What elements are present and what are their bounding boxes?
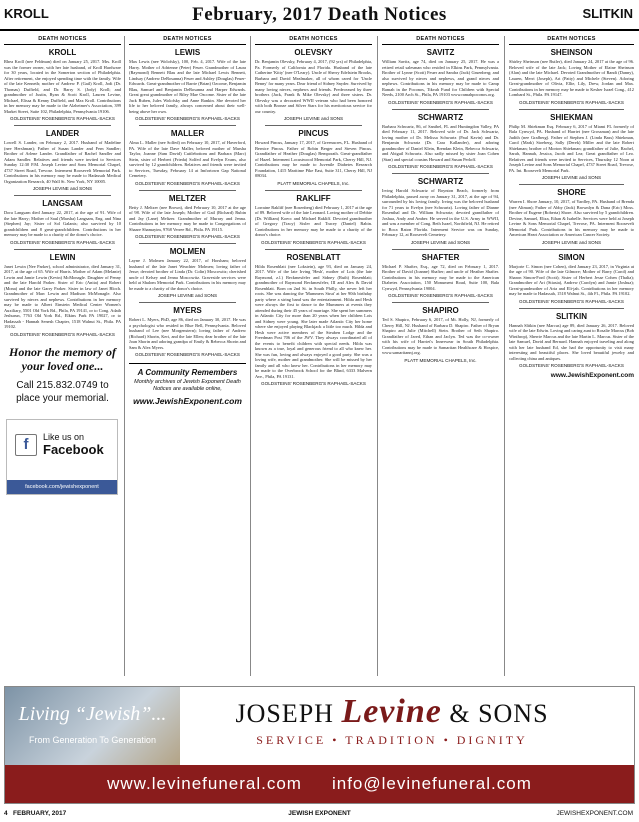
divider (392, 302, 489, 303)
column-rule (504, 36, 505, 676)
column-5 (509, 36, 634, 379)
notice-name: LEWIS (174, 48, 201, 57)
community-title: A Community Remembers (137, 368, 238, 377)
column-header: DEATH NOTICES (509, 36, 634, 45)
notice-text: Betty J. Meltzer (nee Brown), died February 10, 2017 at the age of 98. Wife of the late Joseph; Mother of Gail (Richard) Rubin and Jay (Lane) Meltzer. Grandmother of Murray and Jenna. Contributions in her memory may be made to Congregations of Shaare Shamayim, 9768 Verree Rd., Phila. PA 19115. (129, 204, 246, 232)
divider (14, 249, 111, 250)
notice-name: KROLL (48, 48, 77, 57)
notice-signature: GOLDSTEINS' ROSENBERG'S RAPHAEL-SACKS (388, 293, 493, 298)
notice-name: SAVITZ (426, 48, 455, 57)
header-left-name: KROLL (4, 6, 49, 21)
notice-signature: GOLDSTEINS' ROSENBERG'S RAPHAEL-SACKS (519, 298, 624, 304)
notice-name: SHAFTER (421, 252, 460, 262)
notice-signature: GOLDSTEINS' ROSENBERG'S RAPHAEL-SACKS (261, 239, 366, 245)
notice-text: Rhea Kroll (nee Feldman) died on January 25, 2017. Mrs. Kroll was the former owner, with her late husband, of Kroll Hardware for 30 years, located in the Somerton section of Philadelphia. After retirement, she enjoyed spending time with the family. Wife of the late Kenneth; mother of Andrew P. (Gail) Kroll, Jodi (Dr. Thomas) Duffield, and Dr. Barry S. (Jody) Kroll; and grandmother of Justin, Ryan & Scott Kroll, Lauren Levine, Michael, Elissa & Kenny Duffield, and Max Kroll. Contributions in her memory may be made to the Alzheimer's Association, 399 Market Street, Suite 102, Philadelphia, Pennsylvania 19106. (4, 59, 121, 114)
page-header (0, 4, 639, 28)
notice-signature: GOLDSTEINS' ROSENBERG'S RAPHAEL-SACKS (10, 239, 115, 245)
notice-text: Shirley Sheinson (nee Butler), died January 24, 2017 at the age of 96. Beloved wife of the late Jack; Loving Mother of Elaine Sheinson (Alan) and the late Michael. Devoted Grandmother of Randi (Danny), Lauren, Merri (Joseph), Ari (Patty) and Michele (Steven). Adoring Great-grandmother of Olivia, Ellie, Lily, Drew, Jordan and Max. Contributions in her memory may be made to Kesher Israel Cong., 412 Lombard St., Phila. PA 19147. (509, 59, 634, 97)
notice-signature: JOSEPH LEVINE and SONS (410, 239, 471, 245)
page-footer (0, 810, 639, 822)
notice-text: Warren I. Shore January, 10, 2017, of Yardley, PA. Husband of Brenda (nee Altman); Father of Abby (Jack) Brownlyn & Dana (Eric) Moss. Brother of Eugene (Roberta) Shore. Also survived by 5 grandchildren. Devine, Samuel, Eliza, Ethan & Isabelle. Services were held at Joseph Levine & Sons Memorial Chapel, Trevose, PA. Interment Roosevelt Memorial Park. Contributions in his memory may be made to American Heart Association or American Cancer Society. (509, 199, 634, 237)
logo-levine: Levine (341, 693, 442, 730)
divider (519, 184, 624, 185)
notice-signature: GOLDSTEINS' ROSENBERG'S RAPHAEL-SACKS (135, 116, 240, 121)
notice-text: Dora Langsam died January 22, 2017, at the age of 91. Wife of the late Harry; Mother of Saul (Marsha) Langsam, Eng. and Nina (Stephen) Jay; Sister of Sol Galanis; also survived by 10 grandchildren and 8 great-grandchildren. Contributions in her memory may be made to a charity of the donor's choice. (4, 210, 121, 237)
column-rule (250, 36, 251, 676)
ad-contact-bar (5, 765, 634, 803)
notice-signature: GOLDSTEINS' ROSENBERG'S RAPHAEL-SACKS (135, 234, 240, 239)
notice-signature: PLATT MEMORIAL CHAPELS, Inc. (404, 357, 477, 363)
notice-text: Ted S. Shapiro, February 6, 2017, of Mt. Holly, NJ, formerly of Cherry Hill, NJ. Husband of Barbara D. Shapiro. Father of Bryan Shapiro and Julie (Mitchell) Stein. Brother of Seth Shapiro. Grandfather of Jared, Ethan and Jaclyn. Ted was the co-owner with his wife of Harriet's Innerwear in South Philadelphia. Contributions may be made to Samaritan Healthcare & Hospice, www.samaritannj.org. (382, 317, 499, 355)
honor-phone-text: Call 215.832.0749 to place your memorial. (16, 379, 109, 404)
notice-text: Philip M. Shiekman Esq. February 6, 2017 of Miami FL formerly of Bala Cynwyd, PA. Husband of Harriet (nee Grossman) and the late Judith (nee Grafberg). Father of Stephen J. (Linda Bass) Shiekman, Carol (Mark) Stoeberg, Sally (Derek) Miller and the late Robert Shiekman; brother of Morton Shiekman; grandfather of Julie, Rachel, Sarah, Hannah, Jessica, Jacob and Lea; Great grandfather of Leo. Relatives and friends were invited to Services, Thursday 12 Noon at Joseph Levine and Sons Memorial Chapel, 4737 Street Road, Trevose, PA. Int. Roosevelt Memorial Park. (509, 123, 634, 173)
column-3 (255, 36, 372, 389)
divider (139, 243, 236, 244)
notice-text: Marjorie C. Simon (nee Cohen), died January 23, 2017, in Virginia at the age of 90. Wife of the late Gilmore; Mother of Barry (Carol) and Sharon Simon-Ford (Scott); Sister of Herbert Jesse Cohen (Thalia); Grandmother of Ari (Stiasia), Andrew (Carolyn) and Jamie (Joshua); Great-grandmother of Aria and Eli-jah. Contributions in her memory may be made to Hadassah, 1518 Walnut St., 4th Fl., Phila. PA 19102. (509, 263, 634, 296)
divider (265, 190, 362, 191)
column-4 (382, 36, 499, 366)
notice-signature: GOLDSTEINS' ROSENBERG'S RAPHAEL-SACKS (519, 99, 624, 105)
facebook-like-text: Like us on (43, 431, 85, 442)
divider (392, 173, 489, 174)
levine-logo (197, 693, 587, 731)
notice-text: Michael P. Shafter, Esq., age 72, died on February 1, 2017. Brother of David (Joanne) Shafter; and uncle of Heather Shafter. Contributions in his memory may be made to the American Diabetes Association, 150 Monument Road, Suite 100, Bala Cynwyd, Pennsylvania 19004. (382, 263, 499, 291)
community-remembers-box (129, 363, 246, 406)
notice-name: SHORE (557, 188, 586, 197)
column-1 (4, 36, 121, 495)
divider (519, 308, 624, 309)
notice-name: LANGSAM (42, 199, 83, 208)
notice-text: Lowell S. Lander, on February 2, 2017. Husband of Madeline (nee Hershman); Father of Susan Lander and Fern Sandler; Brother of Arlene Lander. Grandfather of Rachel Sandler and Adam Sandler. Relatives and friends were invited to Services Sunday 12:30 P.M. Joseph Levine and Sons Memorial Chapel, 4737 Street Road, Trevose. Interment Roosevelt Memorial Park. Contributions in his memory may be made to Hadassah Medical Organization Research, 40 Wall St. New York, NY 10005. (4, 140, 121, 184)
column-header: DEATH NOTICES (129, 36, 246, 45)
notice-text: Barbara Schwartz, 86, of Sanibel, FL and Huntingdon Valley, PA died February 11, 2017. Beloved wife of Dr. Jack Schwartz, loving mother of Dr. Melissa Schwartz (Paul Kavin) and Dr. Benjamin Schwartz (Dr. Cara Kallander), and adoring grandmother of Daniel Klein, Brendan Klein, Rebecca Schwartz, and Abigail Schwartz. Also sadly missed by sister Joan Cohen (Stan) and special cousins Howard and Susan Perloff. (382, 123, 499, 162)
divider (139, 125, 236, 126)
notice-name: SHIEKMAN (550, 112, 593, 122)
notice-signature: GOLDSTEINS' ROSENBERG'S RAPHAEL-SACKS (10, 331, 115, 337)
facebook-box[interactable] (6, 419, 118, 495)
notice-name: OLEVSKY (294, 48, 333, 57)
notice-name: PINCUS (298, 129, 329, 138)
footer-page-number: 4 (4, 810, 8, 817)
ad-website-link[interactable]: www.levinefuneral.com (107, 774, 302, 793)
logo-joseph: JOSEPH (235, 699, 334, 728)
honor-memorial-ad (4, 345, 121, 405)
notice-signature: JOSEPH LEVINE and SONS (157, 293, 218, 298)
notice-text: Irving Harold Schwartz of Boynton Beach, formerly from Philadelphia, passed away on January 31, 2017, at the age of 94, surrounded by his loving family. Irving was the beloved husband for 71 years to Evelyn (nee Schwartz). Loving father of Dianne Rosenthal and Dr. William Schwartz; devoted grandfather of Joshua, Andy and Amber. He served in the U.S. Army in WWII, and was a member of Cong. Beth Israel, Northfield, NJ. He retired to Boca Raton Florida. Interment Service was on Sunday, February 12, at Roosevelt Cemetery. (382, 188, 499, 237)
facebook-name: Facebook (43, 441, 104, 457)
header-right-name: SLITKIN (582, 6, 633, 21)
notice-name: MOLMEN (169, 247, 206, 256)
notice-text: Robert L. Myers, PhD, age 86, died on January 30, 2017. He was a psychologist who resided in Blue Bell, Pennsylvania. Beloved husband of Lee (nee Morgenstern); loving father of Andrew (Richard) Shorin, Keri, and the late Ellen; dear brother of the late Joan Shorin and adoring grandpa of Emily & Rebecca Shorin and Sam & Alex Myers. (129, 317, 246, 350)
notice-signature: GOLDSTEINS' ROSENBERG'S RAPHAEL-SACKS (135, 352, 240, 357)
notice-signature: GOLDSTEINS' ROSENBERG'S RAPHAEL-SACKS (519, 363, 624, 368)
divider (139, 190, 236, 191)
notice-text: William Savitz, age 74, died on January 25, 2017. He was a retired retail salesman who resided in Elkins Park, Pennsylvania. Brother of Lynne (Scott) Feuer and Sandra (Jack) Gruenberg; and also survived by nieces and nephews, and grand nieces and nephews. Contributions in his memory may be made to Camp Ramah in the Poconos, Tikvah Fund for Children with Special Needs, 2100 Arch St., Phila, PA 19103 www.ramahpoconos.org. (382, 59, 499, 97)
column-header: DEATH NOTICES (255, 36, 372, 45)
notice-text: Layne J. Molmen January 22, 2017, of Horsham; beloved husband of the late Janet Weachter Molmen; loving father of Jesse; devoted brother of Linda (Dr. Colin) Moscowitz; cherished uncle of Kelsey and Jenna Moscowitz. Graveside services were held at Shalom Memorial Park. Contributions in his memory may be made to a charity of the donor's choice. (129, 258, 246, 291)
notice-text: Max Lewis (nee Wolofsky), 100, Feb. 4, 2017. Wife of the late Harry. Mother of Adrienne (Peter) Feuer. Grandmother of Laura (Raymond) Bennett Blau and the late Michael Lewis Bennett, Lindsay (Andrew DeRosanna) Feuer and Ashley (Douglas) Feuer-Edwards. Great-grandmother of Barrie (Brian) Ozcome, Benjamin Blau, Samuel and Benjamin DeRosanna and Harper Edwards. Great great grandmother of Riley Mae Ozcome. Sister of the late Jack Ruben, Jules Wolofsky and Anne Rankin. She devoted her life to her beloved family, always concerned about their well-being above her own. (129, 59, 246, 114)
notice-name: ROSENBLATT (286, 252, 341, 262)
divider (265, 125, 362, 126)
footer-publication: JEWISH EXPONENT (288, 810, 351, 817)
notice-name: SLITKIN (555, 311, 588, 321)
notice-signature: GOLDSTEINS' ROSENBERG'S RAPHAEL-SACKS (10, 116, 115, 121)
notice-name: LANDER (45, 129, 80, 138)
divider (519, 249, 624, 250)
notice-signature: JOSEPH LEVINE and SONS (541, 239, 602, 245)
divider (14, 195, 111, 196)
column-header: DEATH NOTICES (382, 36, 499, 45)
ad-email-link[interactable]: info@levinefuneral.com (331, 774, 532, 793)
divider (265, 249, 362, 250)
notice-text: Lorraine Rakliff (nee Rosenberg) died February 1, 2017 at the age of 89. Beloved wife of the late Leonard. Loving mother of Debbie (Dr. William) Koecc and Michael Rakliff. Devoted grandmother of Gregory (Tracy) Sixler and Tracey (Daniel) Rabin. Contributions in her memory may be made to a charity of the donor's choice. (255, 204, 372, 237)
notice-text: Alma L. Maller (nee Solfed) on February 10, 2017, of Haverford, PA. Wife of the late Dave Maller, beloved mother of Marsha Taylor, Joanne (Sam David) Cuttlebottom and Barbara (Marc) Stein, sister of Herbert (Frieda) Solfed and Evelyn Evans, also survived by 12 grandchildren. Relatives and friends were invited to Services, Tuesday, February 14 at Imfortown Gap National Cemetery. (129, 140, 246, 178)
ad-photo-title: Living “Jewish”... (18, 703, 167, 725)
logo-sons: & SONS (449, 699, 549, 728)
divider (519, 109, 624, 110)
notice-name: SHAPIRO (422, 306, 459, 315)
honor-title: Honor the memory of your loved one... (9, 344, 116, 373)
column-rule (377, 36, 378, 676)
community-url-link[interactable]: www.JewishExponent.com (133, 396, 242, 406)
ad-photo (5, 687, 180, 765)
notice-name: MYERS (173, 306, 202, 315)
notice-signature: PLATT MEMORIAL CHAPELS, Inc. (277, 180, 350, 186)
notice-signature: GOLDSTEINS' ROSENBERG'S RAPHAEL-SACKS (388, 164, 493, 169)
levine-funeral-ad (4, 686, 635, 804)
notice-signature: GOLDSTEINS' ROSENBERG'S RAPHAEL-SACKS (388, 99, 493, 105)
divider (392, 249, 489, 250)
notice-text: Hilda Rosenblatt (nee Lokstein), age 93, died on January 24, 2017. Wife of the late Irving 'Hesh', mother of Lois (the late Raymond, z.l.) Beckmesfeler and Sidney (Ruth) Rosenblatt; grandmother of Raymond Beckmesfeler, III and Alex & David Rosenblatt. Born on 2nd St. in South Philly, she never left her roots. She was dancing the 'Mummers Strut' at her 90th birthday party where a string band was the entertainment. Hilda and Hesh were always the first to dance to the Mummers at events they attended during their 45 years of marriage. She spent her summers in Atlantic City for more than 20 years when her children Lois and Sidney were young. She later made Atlantic City her home where she enjoyed playing Blackjack a little too much. Hilda and Hesh were active members of the Steuben Lodge and the Freedman Post 706 of the JWV. They always coordinated all of the events to benefit children with special needs. Hilda was known as a true, loyal and generous friend to all who knew her. She was fun, loving and always enjoyed a good party. She was a loving wife, mother and grandmother. She will be missed by her family and all who knew her. Contributions in her memory may be made to the Overbrook School for the Blind, 6333 Malvern Ave., Phila, PA 19131. (255, 263, 372, 379)
footer-url[interactable]: JEWISHEXPONENT.COM (556, 810, 633, 817)
facebook-url[interactable]: facebook.com/jewishexponent (7, 480, 117, 494)
notice-signature: GOLDSTEINS' ROSENBERG'S RAPHAEL-SACKS (135, 180, 240, 186)
notice-signature: JOSEPH LEVINE and SONS (283, 116, 344, 121)
notice-name: MALLER (170, 129, 205, 138)
column-2 (129, 36, 246, 406)
notice-signature: JOSEPH LEVINE and SONS (32, 186, 93, 191)
notice-name: SHEINSON (550, 48, 593, 57)
header-rule (0, 29, 639, 31)
notice-name: SIMON (558, 252, 585, 262)
notice-signature: JOSEPH LEVINE and SONS (541, 175, 602, 180)
divider (139, 302, 236, 303)
notice-name: RAKLIFF (296, 193, 331, 203)
divider (392, 109, 489, 110)
notice-name: SCHWARTZ (417, 177, 464, 186)
ad-tagline: SERVICE • TRADITION • DIGNITY (256, 733, 528, 747)
page-title: February, 2017 Death Notices (192, 4, 447, 25)
notice-name: MELTZER (168, 193, 207, 203)
notice-text: Dr. Benjamin Olevsky, February 4, 2017, (92 yrs) of Philadelphia, Pa. Formerly of California and Florida. Husband of the late Catherine 'Kitty' (nee O'Leary). Uncle of Sherry Edelstein Brooks, Barbara and David Mealmaker, all of whom cared for 'Uncle Benny' for many years. Dear friend of Sidney Snyder. Survived by many loving nieces, nephews and friends. Predeceased by three brothers (Jack, Frank & Mike Olevsky) and three sisters. Dr. Olevsky was a decorated WWII veteran who had been honored with both Bronze and Silver Stars for his meritorious service for our country. (255, 59, 372, 114)
footer-date: FEBRUARY, 2017 (13, 810, 67, 817)
column-header: DEATH NOTICES (4, 36, 121, 45)
divider (14, 125, 111, 126)
facebook-icon: f (15, 434, 37, 456)
column-rule (124, 36, 125, 676)
notice-signature: GOLDSTEINS' ROSENBERG'S RAPHAEL-SACKS (261, 381, 366, 386)
notice-text: Janet Lewin (Nee Parker), school administrator, died January 31, 2017, at the age of 65. Wife of Harris. Mother of Adam (Melanie) Lewin and Jamie Lewin (Kevin) McMonagle. Daughter of Penny and the late Harold Parker. Sister of Eric (Anita) and Robert (Mona) and the late Garry Parker. Sister in law of Janet Bloch. Grandmother of Marc Lewin and Madison McMonagle. Also survived by nieces and nephews. Contributions in her memory may be made to Albert Einstein Medical Center Women's Auxiliary, 5501 Old York Rd., Phila, PA 19141, or to Cong. Adath Jeshurun, 7763 Old York Rd., Elkins Park PA 19027, or to Hadassah - Hannah Senesh Chapter, 1518 Walnut St., Phila. PA 19102. (4, 263, 121, 329)
notice-text: Hannah Slitkin (nee Marcus) age 89, died January 26, 2017. Beloved wife of the late Edwin. Loving and caring aunt to Rosalie Marcus (Bob Winthrop), Sherrie Marcus and the late Martin L. Marcus. Sister of the late Samuel, David and Bernard. Hannah enjoyed traveling and along with her late husband Ed, she had the opportunity to visit many interesting and beautiful places. She loved beautiful jewelry and collecting china and antiques. (509, 322, 634, 361)
notice-name: LEWIN (49, 252, 76, 262)
community-text: Monthly archives of Jewish Exponent Death Notices are available online, (134, 379, 241, 392)
notice-name: SCHWARTZ (417, 112, 464, 122)
jewish-exponent-url[interactable]: www.JewishExponent.com (550, 372, 634, 379)
ad-photo-subtitle: From Generation To Generation (29, 735, 156, 745)
notice-text: Howard Pincus, January 17, 2017, of Greenacres, FL. Husband of Bernice Pincus. Father of Robin Berger and Steven Pincus. Grandfather of Heather (Douglas) Bemporath. Great-grandfather of Hazel. Interment Locustwood Memorial Park, Cherry Hill, NJ. Contributions may be made to Juvenile Diabetes Research Foundation, 1415 Maritime Pike East, Suite 311, Cherry Hill, NJ 08034. (255, 140, 372, 178)
